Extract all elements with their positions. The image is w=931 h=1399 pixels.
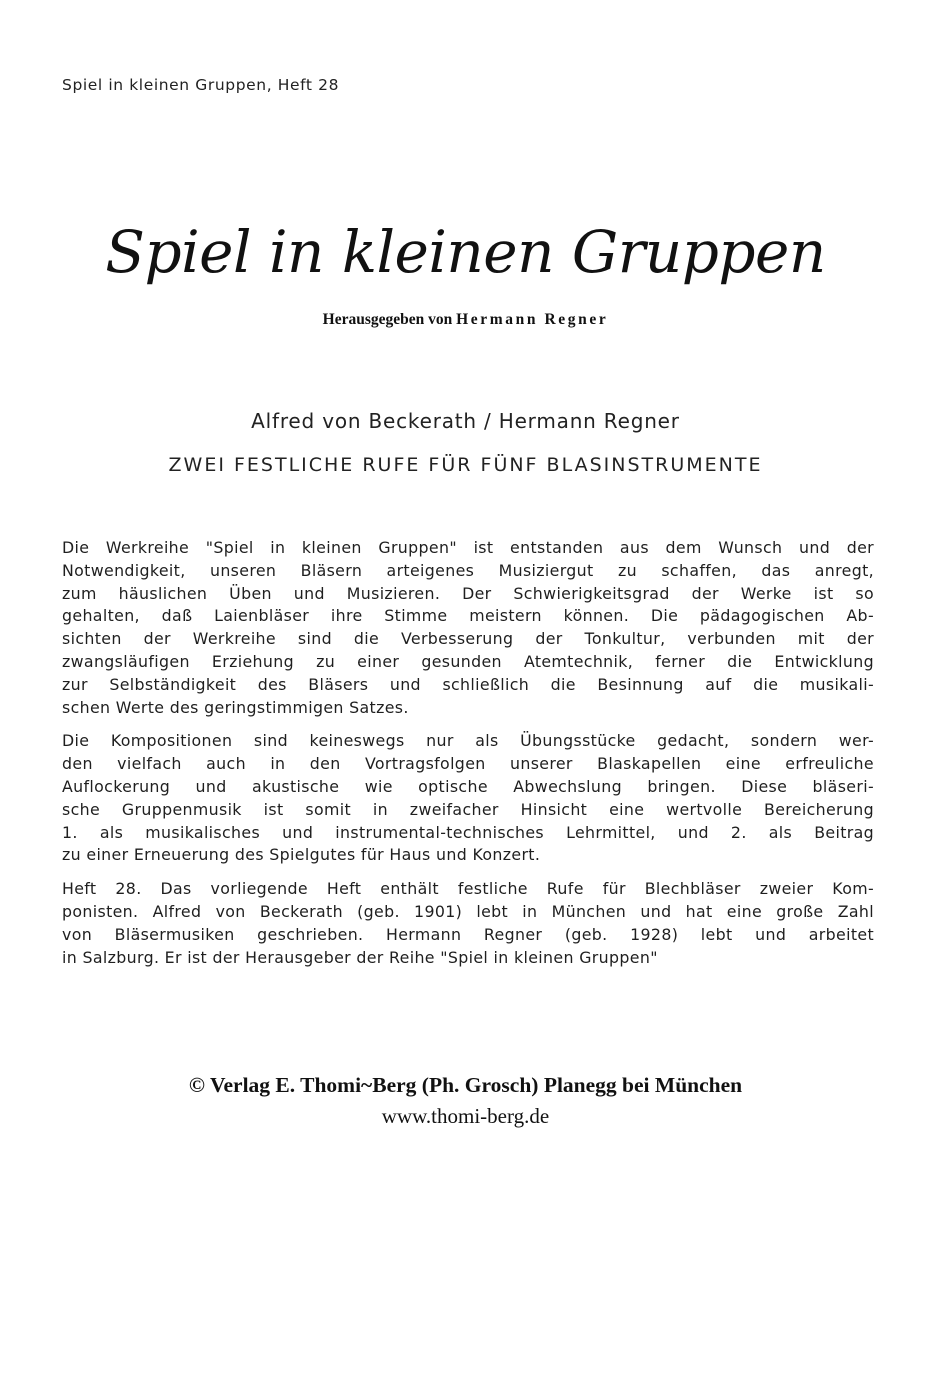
text-line: zwangsläufigen Erziehung zu einer gesunden Atemtechnik, ferner die Entwicklung (62, 651, 874, 671)
text-line: schen Werte des geringstimmigen Satzes. (62, 697, 409, 717)
text-line: zur Selbständigkeit des Bläsers und schließlich die Besinnung auf die musikali- (62, 674, 874, 694)
text-line: Die Kompositionen sind keineswegs nur als Übungsstücke gedacht, sondern wer- (62, 731, 874, 751)
text-line: zum häuslichen Üben und Musizieren. Der Schwierigkeitsgrad der Werke ist so (62, 583, 874, 603)
editor-name: Hermann Regner (456, 311, 609, 328)
main-title: Spiel in kleinen Gruppen (105, 218, 826, 286)
body-text (62, 537, 874, 980)
text-line: sche Gruppenmusik ist somit in zweifacher Hinsicht eine wertvolle Bereicherung (62, 799, 874, 819)
paragraph-intro (62, 537, 874, 719)
text-line: Heft 28. Das vorliegende Heft enthält festliche Rufe für Blechbläser zweier Kom- (62, 879, 874, 899)
paragraph-compositions (62, 730, 874, 867)
text-line: Auflockerung und akustische wie optische Abwechslung bringen. Diese bläseri- (62, 776, 874, 796)
editor-line (0, 311, 931, 329)
work-authors: Alfred von Beckerath / Hermann Regner (251, 409, 680, 433)
website-url: www.thomi-berg.de (381, 1104, 550, 1128)
paragraph-heft-28 (62, 878, 874, 969)
text-line: Notwendigkeit, unseren Bläsern arteigenes Musiziergut zu schaffen, das anregt, (62, 560, 874, 580)
text-line: zu einer Erneuerung des Spielgutes für Haus und Konzert. (62, 845, 541, 865)
text-line: in Salzburg. Er ist der Herausgeber der Reihe "Spiel in kleinen Gruppen" (62, 947, 658, 967)
editor-prefix: Herausgegeben von (322, 311, 453, 328)
work-title: ZWEI FESTLICHE RUFE FÜR FÜNF BLASINSTRUMENTE (168, 454, 763, 476)
text-line: 1. als musikalisches und instrumental-technisches Lehrmittel, und 2. als Beitrag (62, 822, 874, 842)
text-line: gehalten, daß Laienbläser ihre Stimme meistern können. Die pädagogischen Ab- (62, 606, 874, 626)
text-line: von Bläsermusiken geschrieben. Hermann Regner (geb. 1928) lebt und arbeitet (62, 924, 874, 944)
text-line: den vielfach auch in den Vortragsfolgen unserer Blaskapellen eine erfreuliche (62, 754, 874, 774)
text-line: ponisten. Alfred von Beckerath (geb. 1901) lebt in München und hat eine große Zahl (62, 901, 874, 921)
text-line: sichten der Werkreihe sind die Verbesserung der Tonkultur, verbunden mit der (62, 629, 874, 649)
text-line: Die Werkreihe "Spiel in kleinen Gruppen" ist entstanden aus dem Wunsch und der (62, 538, 874, 557)
series-header: Spiel in kleinen Gruppen, Heft 28 (62, 76, 340, 94)
publisher-line: © Verlag E. Thomi~Berg (Ph. Grosch) Planegg bei München (188, 1073, 743, 1097)
